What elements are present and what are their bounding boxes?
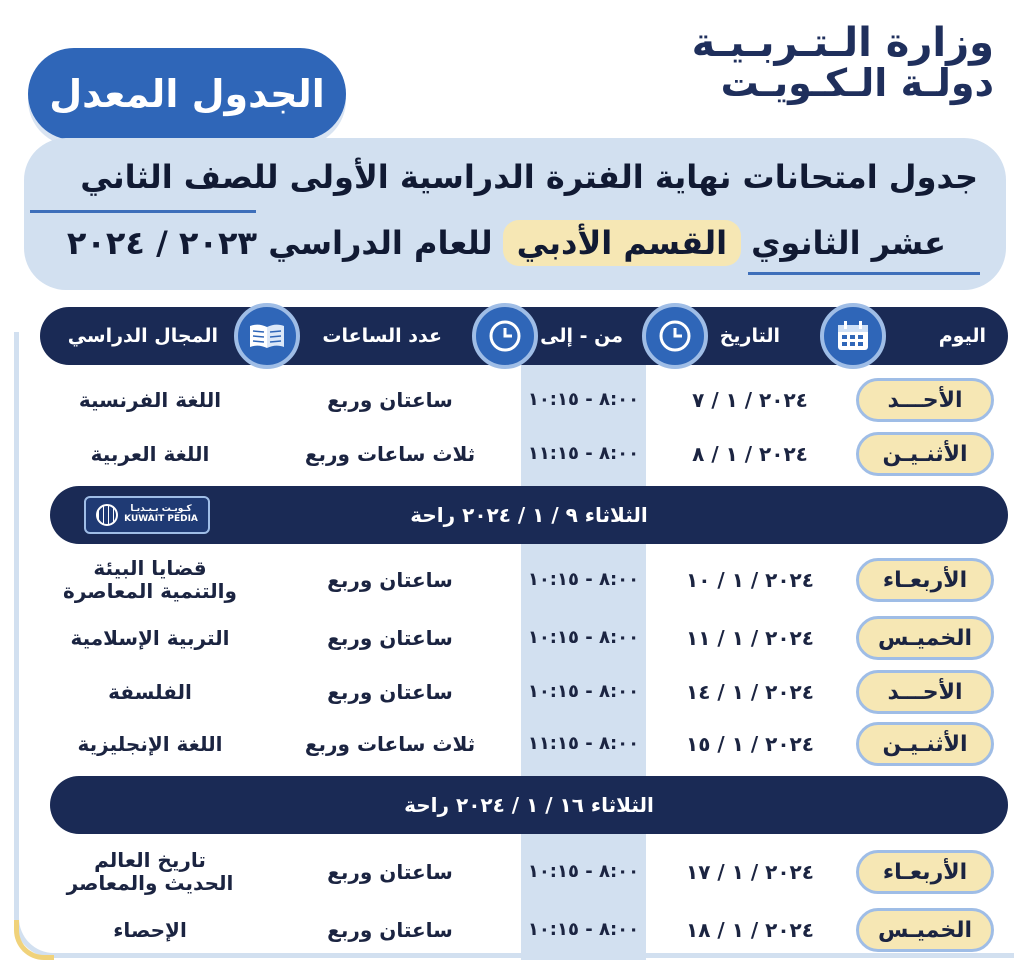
rest-day-bar [50,486,1008,544]
exam-hours: ساعتان وربع [327,625,453,650]
table-header [40,307,1008,365]
exam-subject: قضايا البيئة والتنمية المعاصرة [63,556,237,603]
rest-day-bar [50,776,1008,834]
exam-subject: اللغة العربية [90,441,210,466]
exam-hours: ثلاث ساعات وربع [304,441,476,466]
underline-decoration [30,210,256,213]
header-time: من - إلى [540,325,623,347]
exam-date: ٢٠٢٤ / ١ / ١١ [686,625,814,650]
revised-schedule-pill: الجدول المعدل [28,48,346,140]
exam-subject: الفلسفة [108,679,192,704]
academic-year-label: للعام الدراسي ٢٠٢٣ / ٢٠٢٤ [66,224,493,262]
section-highlight: القسم الأدبي [503,220,741,266]
table-row [0,846,1024,898]
exam-time: ٨:٠٠ - ١١:١٥ [527,732,640,754]
banner-title-line1: جدول امتحانات نهاية الفترة الدراسية الأولى للصف الثاني [80,158,978,196]
exam-hours: ثلاث ساعات وربع [304,731,476,756]
exam-time: ٨:٠٠ - ١٠:١٥ [527,388,640,410]
book-icon [234,303,300,369]
exam-date: ٢٠٢٤ / ١ / ١٥ [686,731,814,756]
ministry-header [692,22,994,104]
exam-subject: اللغة الفرنسية [78,387,222,412]
globe-icon [96,504,118,526]
country-name: دولـة الـكـويـت [720,61,994,105]
exam-subject: التربية الإسلامية [70,625,230,650]
day-label: الأربعـاء [856,850,994,894]
exam-subject: اللغة الإنجليزية [77,731,223,756]
ministry-name: وزارة الـتـربـيـة [691,20,994,66]
rest-day-label: الثلاثاء ٩ / ١ / ٢٠٢٤ راحة [410,503,648,527]
exam-date: ٢٠٢٤ / ١ / ١٠ [686,567,814,592]
exam-hours: ساعتان وربع [327,679,453,704]
exam-hours: ساعتان وربع [327,567,453,592]
table-row [0,904,1024,956]
rest-day-label: الثلاثاء ١٦ / ١ / ٢٠٢٤ راحة [404,793,654,817]
clock-icon [642,303,708,369]
grade-label: عشر الثانوي [751,224,946,262]
kuwait-pedia-logo [84,496,210,534]
day-label: الأثنـيـن [856,432,994,476]
exam-date: ٢٠٢٤ / ١ / ١٧ [686,859,814,884]
table-row [0,718,1024,770]
header-subject: المجال الدراسي [67,325,218,347]
day-label: الخميـس [856,616,994,660]
banner-title-line2 [67,220,946,266]
table-row [0,554,1024,606]
logo-arabic-text: كـويـت بـيـديـا [130,504,192,515]
header-hours: عدد الساعات [322,325,442,347]
day-label: الأحـــد [856,670,994,714]
day-label: الأثنـيـن [856,722,994,766]
exam-time: ٨:٠٠ - ١٠:١٥ [527,918,640,940]
table-row [0,428,1024,480]
day-label: الأربعـاء [856,558,994,602]
exam-subject: الإحصاء [113,917,187,942]
table-row [0,374,1024,426]
day-label: الأحـــد [856,378,994,422]
exam-date: ٢٠٢٤ / ١ / ٨ [692,441,808,466]
exam-time: ٨:٠٠ - ١٠:١٥ [527,568,640,590]
header-date: التاريخ [719,325,780,347]
day-label: الخميـس [856,908,994,952]
exam-hours: ساعتان وربع [327,387,453,412]
exam-date: ٢٠٢٤ / ١ / ٧ [692,387,808,412]
exam-date: ٢٠٢٤ / ١ / ١٤ [686,679,814,704]
exam-time: ٨:٠٠ - ١٠:١٥ [527,860,640,882]
table-row [0,612,1024,664]
exam-hours: ساعتان وربع [327,917,453,942]
calendar-icon [820,303,886,369]
header-day: اليوم [938,325,986,347]
exam-time: ٨:٠٠ - ١١:١٥ [527,442,640,464]
exam-hours: ساعتان وربع [327,859,453,884]
exam-time: ٨:٠٠ - ١٠:١٥ [527,626,640,648]
title-banner [24,138,1006,290]
clock-icon [472,303,538,369]
logo-english-text: KUWAIT PEDIA [124,514,198,524]
exam-date: ٢٠٢٤ / ١ / ١٨ [686,917,814,942]
exam-subject: تاريخ العالم الحديث والمعاصر [66,848,234,895]
exam-time: ٨:٠٠ - ١٠:١٥ [527,680,640,702]
table-row [0,666,1024,718]
underline-decoration [748,272,980,275]
